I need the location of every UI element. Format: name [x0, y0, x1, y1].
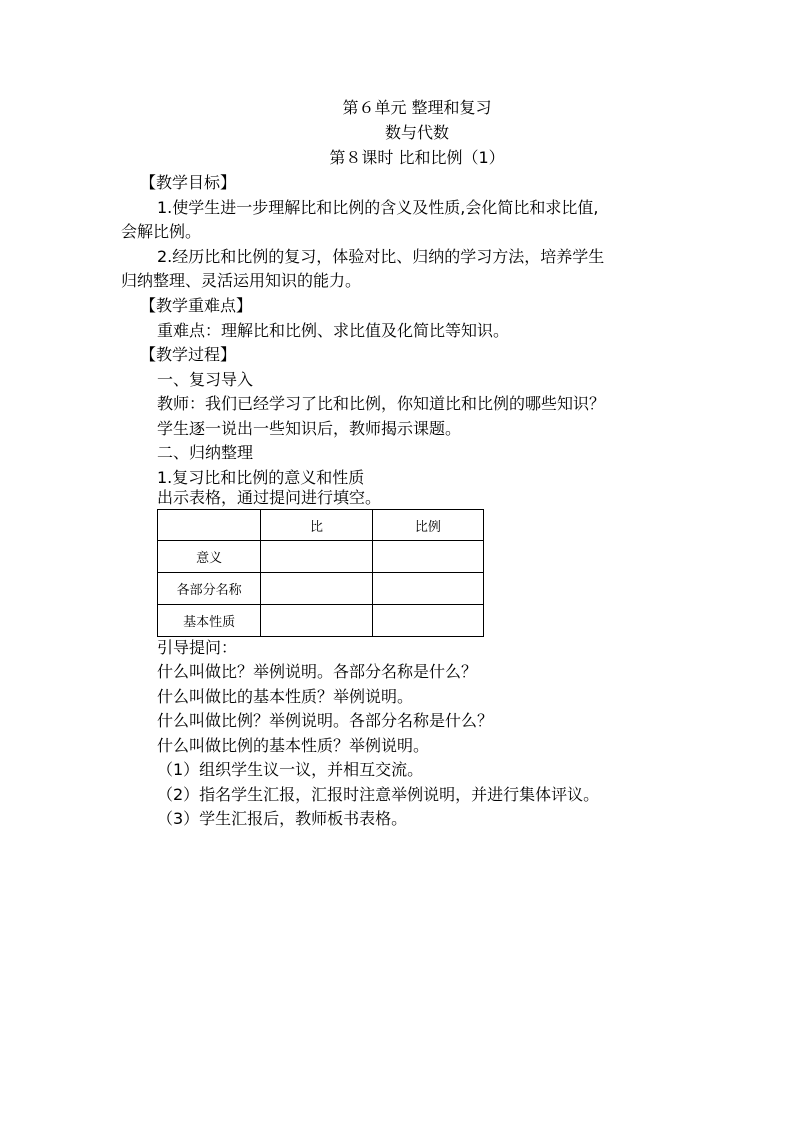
guide-step: （3）学生汇报后，教师板书表格。	[157, 809, 408, 828]
table-row	[158, 573, 484, 605]
guide-step: （1）组织学生议一议，并相互交流。	[157, 760, 424, 779]
student-line: 学生逐一说出一些知识后，教师揭示课题。	[157, 419, 462, 438]
subsection-1-title: 1.复习比和比例的意义和性质	[157, 468, 365, 487]
part-1-title: 一、复习导入	[157, 370, 254, 389]
row-label: 意义	[158, 541, 261, 573]
table-header-row	[158, 510, 484, 541]
table-cell	[261, 541, 372, 573]
guide-step: （2）指名学生汇报，汇报时注意举例说明，并进行集体评议。	[157, 785, 600, 804]
table-cell	[372, 573, 483, 605]
table-intro: 出示表格，通过提问进行填空。	[157, 488, 382, 507]
table-header-cell: 比	[261, 510, 372, 541]
table-header-cell	[158, 510, 261, 541]
guide-question: 什么叫做比？举例说明。各部分名称是什么？	[157, 662, 478, 681]
guide-label: 引导提问：	[157, 638, 238, 657]
process-heading: 【教学过程】	[140, 345, 237, 364]
key-points-heading: 【教学重难点】	[140, 296, 253, 315]
guide-question: 什么叫做比例的基本性质？举例说明。	[157, 736, 430, 755]
table-cell	[372, 541, 483, 573]
objective-2-line-2: 归纳整理、灵活运用知识的能力。	[121, 271, 362, 290]
row-label: 各部分名称	[158, 573, 261, 605]
part-2-title: 二、归纳整理	[157, 443, 254, 462]
objectives-heading: 【教学目标】	[140, 173, 237, 192]
unit-title: 第６单元 整理和复习	[342, 98, 492, 117]
lesson-title: 第８课时 比和比例（1）	[329, 148, 505, 167]
key-points-text: 重难点：理解比和比例、求比值及化简比等知识。	[157, 321, 510, 340]
comparison-table	[157, 509, 484, 637]
table-header-cell: 比例	[372, 510, 483, 541]
table-cell	[261, 605, 372, 637]
row-label: 基本性质	[158, 605, 261, 637]
objective-1-line-2: 会解比例。	[121, 222, 202, 241]
section-title: 数与代数	[384, 123, 449, 142]
table-row	[158, 605, 484, 637]
teacher-line: 教师：我们已经学习了比和比例，你知道比和比例的哪些知识？	[157, 394, 606, 413]
table-row	[158, 541, 484, 573]
table-cell	[261, 573, 372, 605]
guide-question: 什么叫做比的基本性质？举例说明。	[157, 687, 414, 706]
objective-2-line-1: 2.经历比和比例的复习，体验对比、归纳的学习方法，培养学生	[157, 247, 605, 266]
table-cell	[372, 605, 483, 637]
objective-1-line-1: 1.使学生进一步理解比和比例的含义及性质,会化简比和求比值,	[157, 198, 599, 217]
guide-question: 什么叫做比例？举例说明。各部分名称是什么？	[157, 711, 494, 730]
